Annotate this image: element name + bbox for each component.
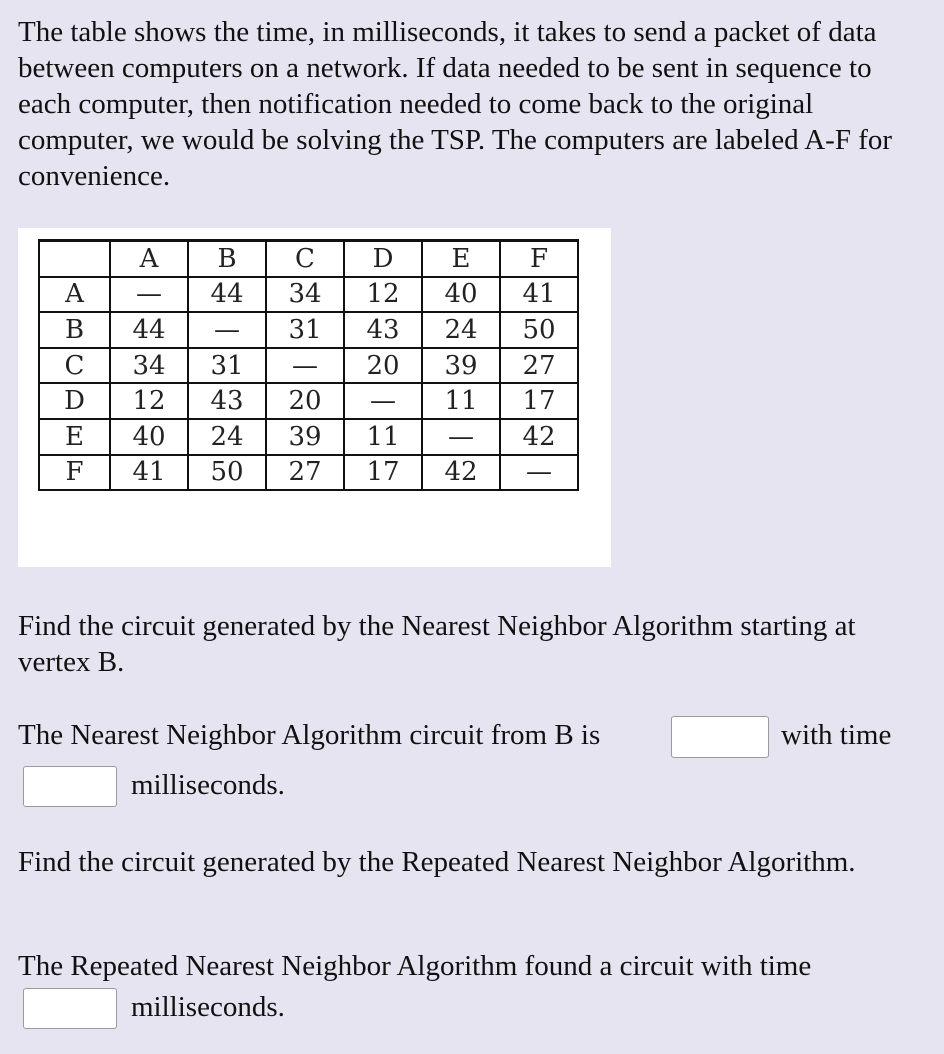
table-cell: 39 xyxy=(422,348,500,384)
table-cell: 20 xyxy=(266,383,344,419)
table-row xyxy=(39,348,578,384)
column-header: E xyxy=(422,241,500,277)
table-cell: 42 xyxy=(500,419,578,455)
table-corner-cell xyxy=(39,241,110,277)
column-header: C xyxy=(266,241,344,277)
table-cell: — xyxy=(500,455,578,491)
table-cell: 20 xyxy=(344,348,422,384)
nna-with-time-label: with time xyxy=(781,719,892,751)
nna-milliseconds-label: milliseconds. xyxy=(131,769,285,801)
table-cell: 24 xyxy=(188,419,266,455)
table-cell: 31 xyxy=(266,312,344,348)
table-cell: — xyxy=(110,277,188,313)
distance-table xyxy=(38,239,579,491)
table-cell: 42 xyxy=(422,455,500,491)
table-cell: 43 xyxy=(344,312,422,348)
table-cell: 11 xyxy=(344,419,422,455)
problem-intro: The table shows the time, in milliseconds, it takes to send a packet of data between computers on a network. If data needed to be sent in sequence to each computer, then notification needed to come back to the original computer, we would be solving the TSP. The computers are labeled A-F for convenience. xyxy=(18,16,893,192)
table-cell: 39 xyxy=(266,419,344,455)
row-header: E xyxy=(39,419,110,455)
table-cell: 31 xyxy=(188,348,266,384)
table-cell: 12 xyxy=(344,277,422,313)
nna-circuit-input[interactable] xyxy=(671,716,769,758)
table-cell: — xyxy=(344,383,422,419)
distance-table-image xyxy=(18,228,611,567)
table-cell: 11 xyxy=(422,383,500,419)
rnna-label: The Repeated Nearest Neighbor Algorithm found a circuit with time xyxy=(18,950,812,982)
table-cell: 41 xyxy=(500,277,578,313)
table-cell: 17 xyxy=(344,455,422,491)
row-header: B xyxy=(39,312,110,348)
nna-circuit-label: The Nearest Neighbor Algorithm circuit from B is xyxy=(18,719,601,751)
table-row xyxy=(39,419,578,455)
rnna-milliseconds-label: milliseconds. xyxy=(131,991,285,1023)
column-header: F xyxy=(500,241,578,277)
column-header: D xyxy=(344,241,422,277)
table-cell: 44 xyxy=(188,277,266,313)
table-cell: 27 xyxy=(500,348,578,384)
table-row xyxy=(39,455,578,491)
nna-time-input[interactable] xyxy=(23,766,117,807)
table-cell: 50 xyxy=(188,455,266,491)
table-row xyxy=(39,383,578,419)
table-row xyxy=(39,277,578,313)
column-header: A xyxy=(110,241,188,277)
table-cell: 40 xyxy=(422,277,500,313)
table-cell: 27 xyxy=(266,455,344,491)
table-cell: 12 xyxy=(110,383,188,419)
column-header: B xyxy=(188,241,266,277)
question-nearest-neighbor: Find the circuit generated by the Nearest Neighbor Algorithm starting at vertex B. xyxy=(18,610,856,678)
table-row xyxy=(39,312,578,348)
table-cell: 41 xyxy=(110,455,188,491)
table-cell: 34 xyxy=(266,277,344,313)
table-cell: 50 xyxy=(500,312,578,348)
table-cell: 17 xyxy=(500,383,578,419)
table-cell: 24 xyxy=(422,312,500,348)
table-cell: — xyxy=(422,419,500,455)
rnna-time-input[interactable] xyxy=(23,988,117,1029)
row-header: F xyxy=(39,455,110,491)
table-header-row xyxy=(39,241,578,277)
table-cell: — xyxy=(188,312,266,348)
table-cell: — xyxy=(266,348,344,384)
question-repeated-nearest-neighbor: Find the circuit generated by the Repeated Nearest Neighbor Algorithm. xyxy=(18,846,856,878)
row-header: D xyxy=(39,383,110,419)
table-cell: 43 xyxy=(188,383,266,419)
table-cell: 40 xyxy=(110,419,188,455)
row-header: A xyxy=(39,277,110,313)
table-cell: 34 xyxy=(110,348,188,384)
table-cell: 44 xyxy=(110,312,188,348)
row-header: C xyxy=(39,348,110,384)
